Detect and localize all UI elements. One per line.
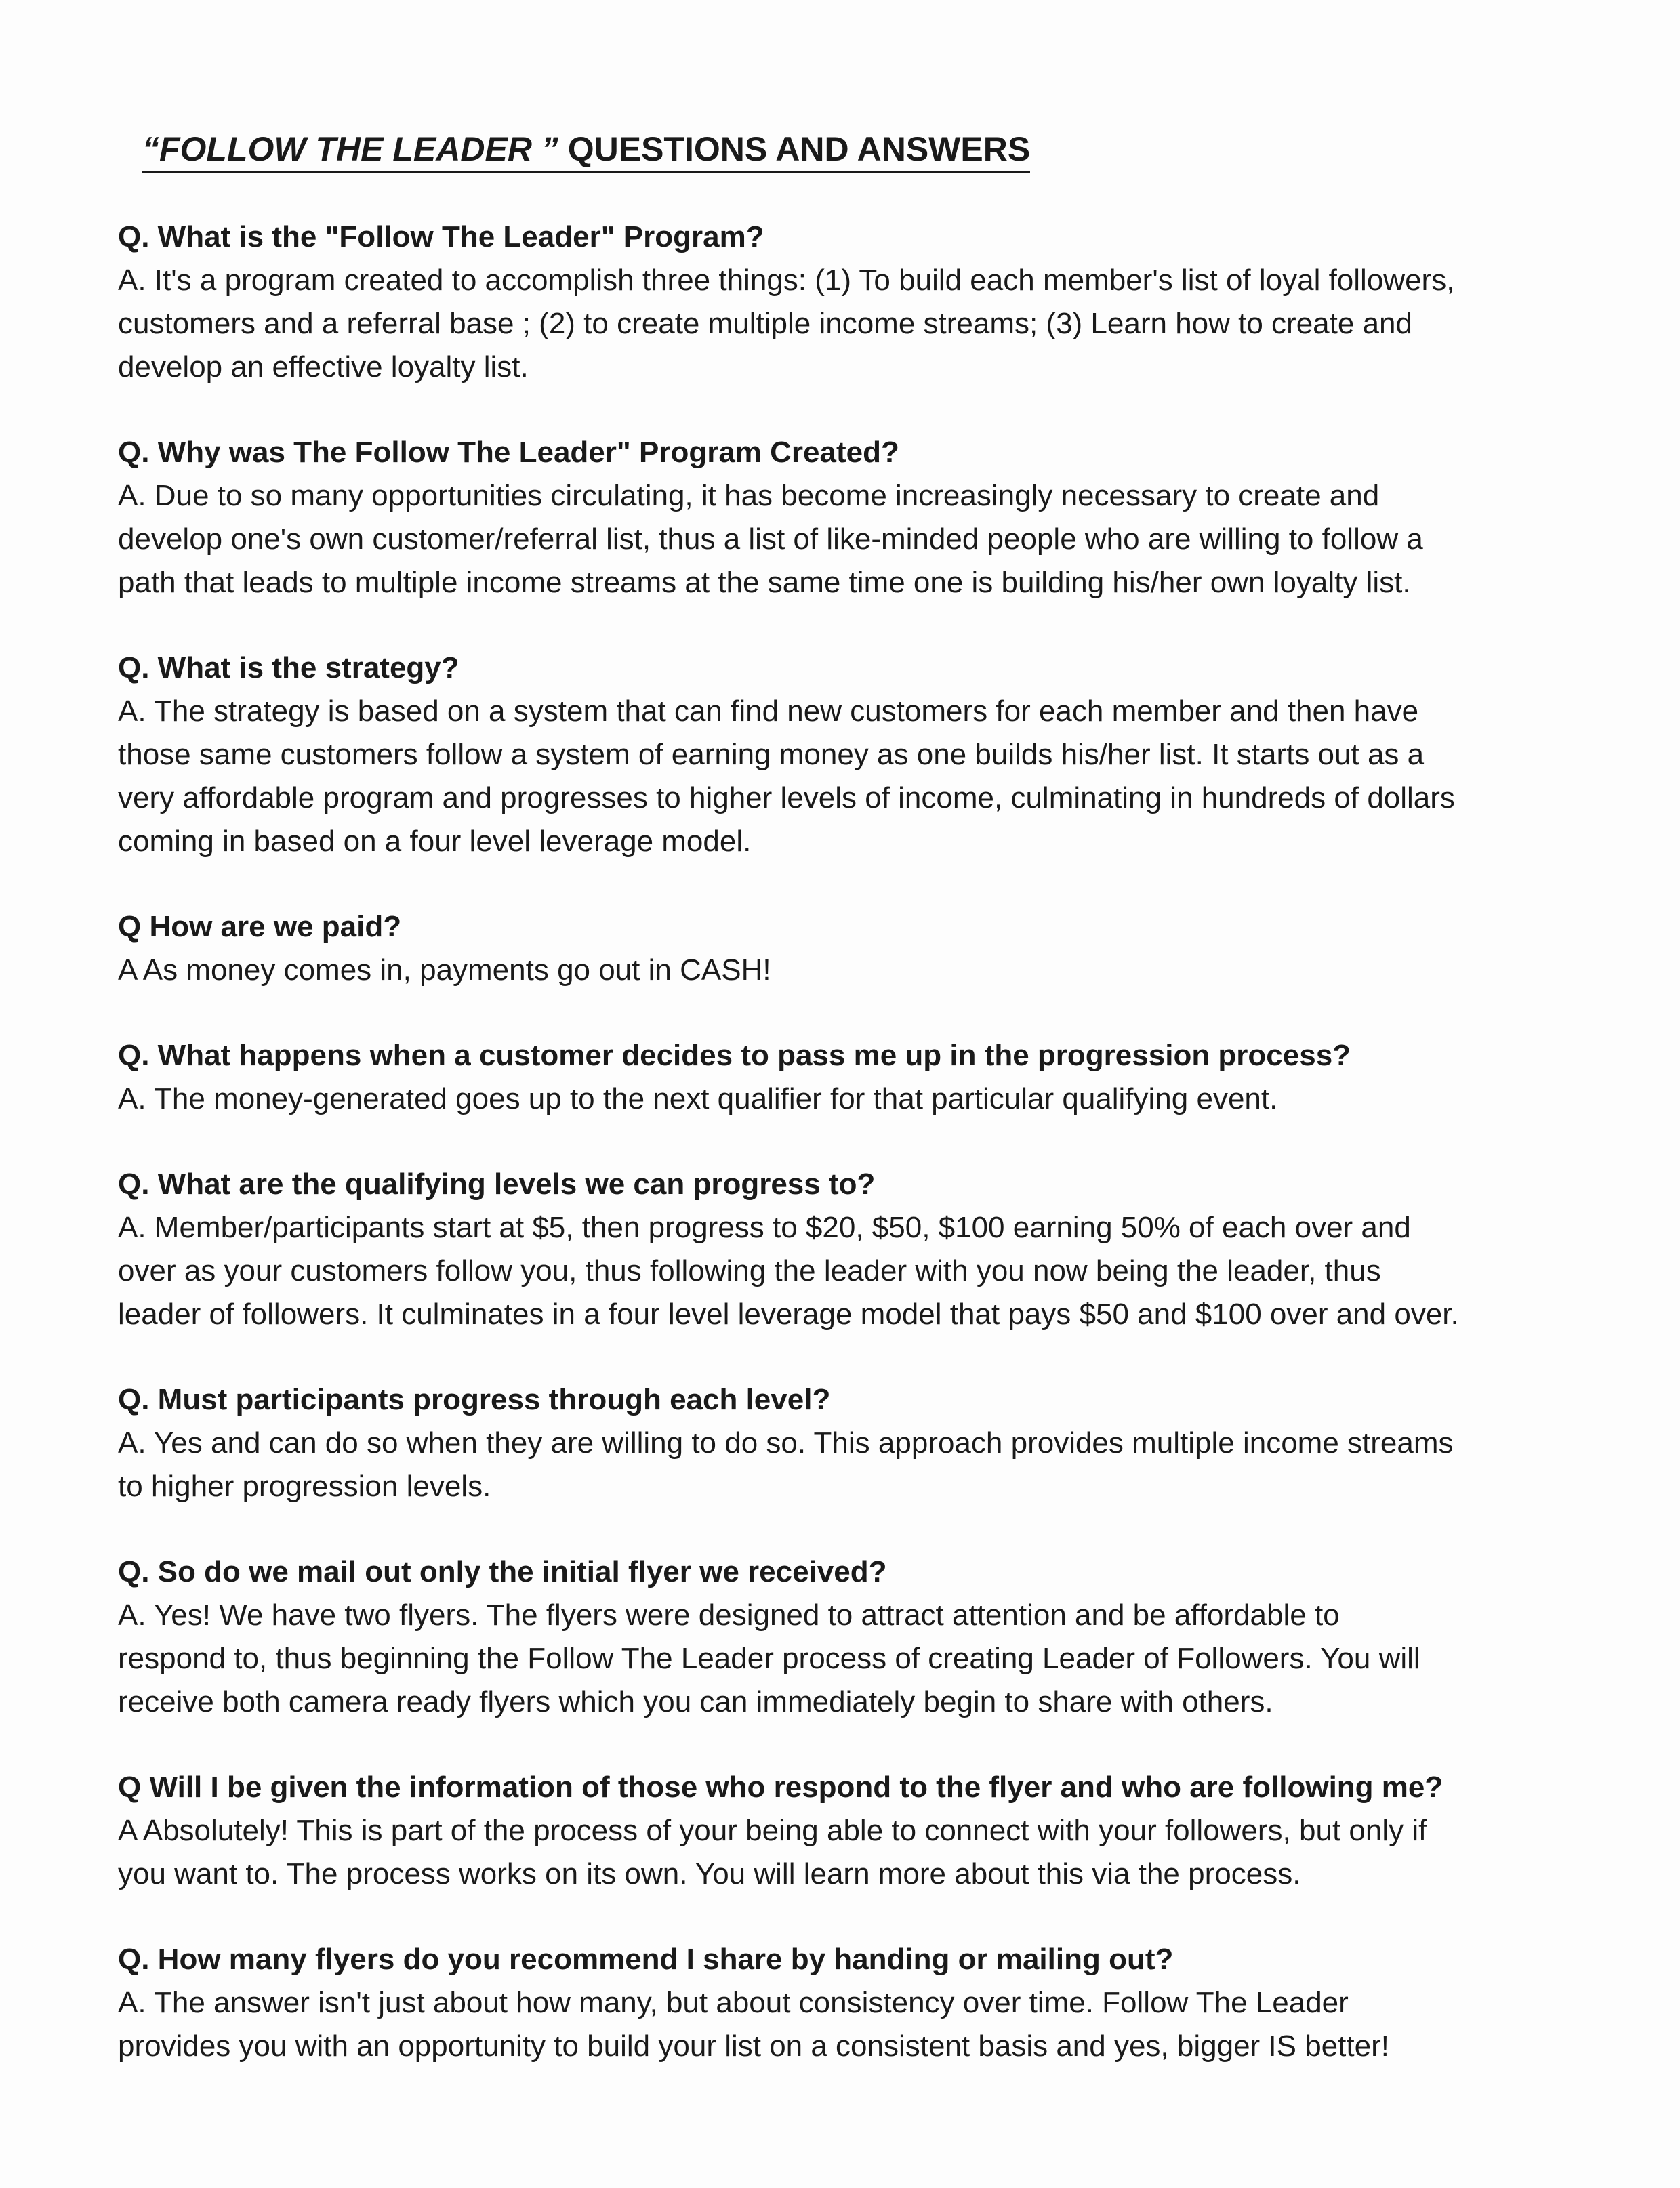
qa-item [118, 1163, 1595, 1336]
question-text: Q. So do we mail out only the initial flyer we received? [118, 1555, 887, 1588]
answer-line: A. The money-generated goes up to the next qualifier for that particular qualifying event. [118, 1082, 1278, 1115]
answer-line: very affordable program and progresses to higher levels of income, culminating in hundreds of dollars [118, 781, 1455, 814]
document-title [142, 129, 1030, 173]
answer-text [118, 1594, 1595, 1724]
answer-line: provides you with an opportunity to build your list on a consistent basis and yes, bigger IS better! [118, 2029, 1389, 2063]
question-text: Q. Why was The Follow The Leader" Program Created? [118, 436, 899, 469]
title-quoted-part: “FOLLOW THE LEADER ” [142, 130, 558, 168]
qa-item [118, 1034, 1595, 1121]
question-text: Q. What are the qualifying levels we can progress to? [118, 1168, 876, 1201]
answer-line: A. The answer isn't just about how many, but about consistency over time. Follow The Leader [118, 1986, 1349, 2019]
title-rest-part: QUESTIONS AND ANSWERS [558, 130, 1031, 168]
question-text: Q. What is the strategy? [118, 651, 459, 684]
answer-line: A. The strategy is based on a system that can find new customers for each member and then have [118, 695, 1419, 728]
qa-item [118, 646, 1595, 863]
answer-line: A. It's a program created to accomplish three things: (1) To build each member's list of loyal followers, [118, 264, 1455, 297]
answer-line: A. Yes! We have two flyers. The flyers were designed to attract attention and be affordable to [118, 1598, 1340, 1632]
answer-line: A As money comes in, payments go out in CASH! [118, 953, 771, 987]
answer-text [118, 690, 1595, 863]
answer-line: customers and a referral base ; (2) to create multiple income streams; (3) Learn how to create and [118, 307, 1412, 340]
answer-line: A Absolutely! This is part of the process of your being able to connect with your followers, but only if [118, 1814, 1427, 1847]
answer-text [118, 259, 1595, 389]
answer-line: path that leads to multiple income streams at the same time one is building his/her own loyalty list. [118, 566, 1411, 599]
qa-list [118, 215, 1595, 2110]
answer-line: those same customers follow a system of earning money as one builds his/her list. It starts out as a [118, 738, 1425, 771]
question-text: Q Will I be given the information of those who respond to the flyer and who are following me? [118, 1771, 1443, 1804]
answer-line: respond to, thus beginning the Follow The Leader process of creating Leader of Followers. You will [118, 1642, 1420, 1675]
answer-line: you want to. The process works on its own. You will learn more about this via the process. [118, 1857, 1301, 1891]
answer-line: develop an effective loyalty list. [118, 350, 529, 384]
answer-line: A. Yes and can do so when they are willing to do so. This approach provides multiple income streams [118, 1426, 1454, 1460]
question-text: Q. How many flyers do you recommend I share by handing or mailing out? [118, 1943, 1174, 1976]
qa-item [118, 905, 1595, 992]
qa-item [118, 1938, 1595, 2068]
answer-text [118, 474, 1595, 604]
qa-item [118, 1378, 1595, 1508]
answer-line: over as your customers follow you, thus following the leader with you now being the leader, thus [118, 1254, 1381, 1287]
question-text: Q. What happens when a customer decides to pass me up in the progression process? [118, 1039, 1351, 1072]
answer-line: to higher progression levels. [118, 1470, 491, 1503]
answer-text [118, 1422, 1595, 1508]
answer-text [118, 1077, 1595, 1121]
answer-line: coming in based on a four level leverage model. [118, 825, 752, 858]
question-text: Q. Must participants progress through each level? [118, 1383, 831, 1416]
question-text: Q. What is the "Follow The Leader" Program? [118, 220, 764, 253]
qa-item [118, 1550, 1595, 1724]
answer-text [118, 949, 1595, 992]
answer-line: receive both camera ready flyers which you can immediately begin to share with others. [118, 1685, 1273, 1718]
answer-line: A. Due to so many opportunities circulating, it has become increasingly necessary to create and [118, 479, 1380, 512]
qa-item [118, 215, 1595, 389]
answer-text [118, 1809, 1595, 1896]
qa-item [118, 1766, 1595, 1896]
answer-line: A. Member/participants start at $5, then progress to $20, $50, $100 earning 50% of each over and [118, 1211, 1411, 1244]
answer-text [118, 1206, 1595, 1336]
answer-line: leader of followers. It culminates in a four level leverage model that pays $50 and $100 over and over. [118, 1298, 1459, 1331]
answer-line: develop one's own customer/referral list, thus a list of like-minded people who are willing to follow a [118, 522, 1423, 556]
qa-item [118, 431, 1595, 604]
question-text: Q How are we paid? [118, 910, 402, 943]
answer-text [118, 1981, 1595, 2068]
